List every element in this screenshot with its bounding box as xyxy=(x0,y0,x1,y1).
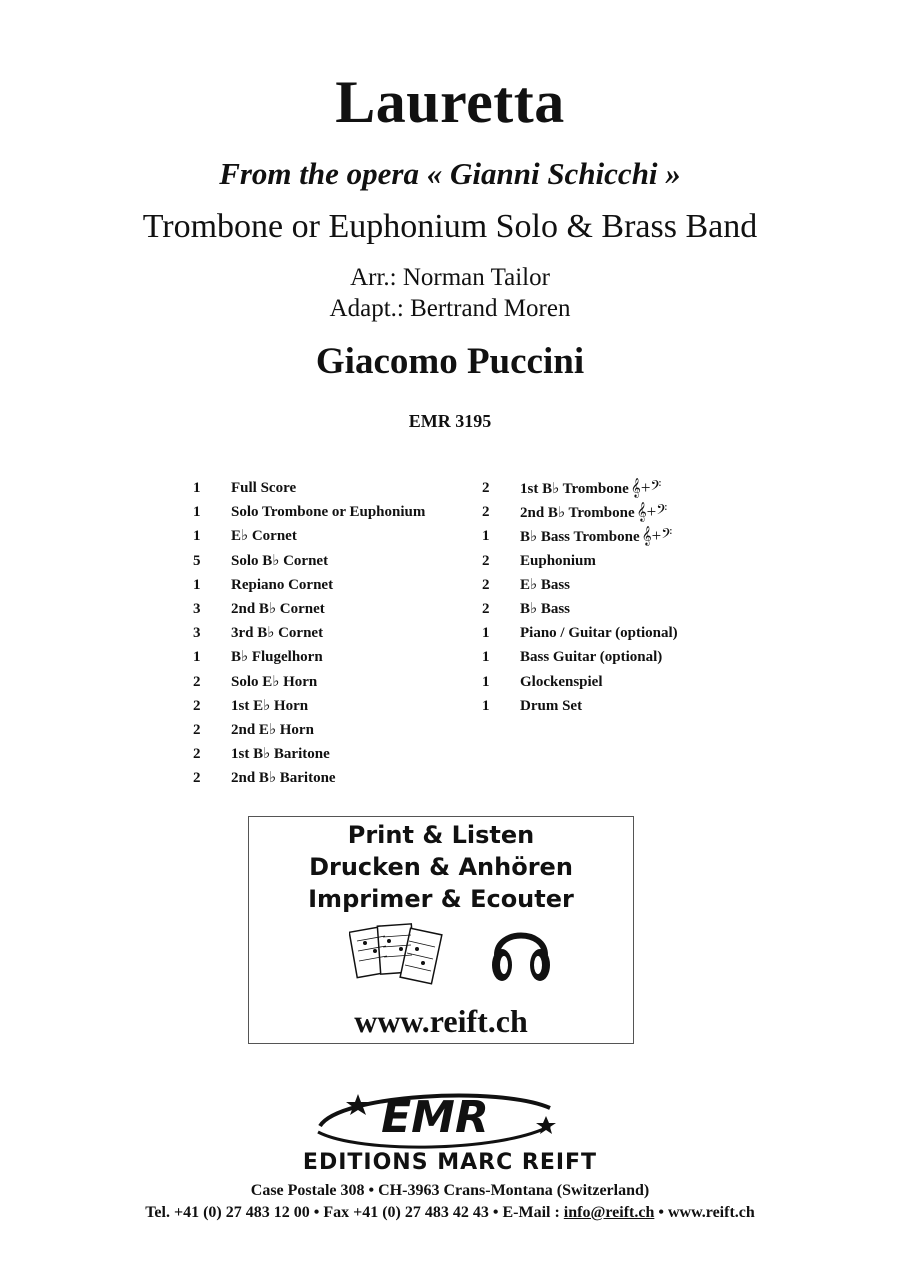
part-quantity: 1 xyxy=(193,576,201,593)
contact-website[interactable]: • www.reift.ch xyxy=(654,1204,755,1221)
part-name: E♭ Cornet xyxy=(231,528,297,545)
part-name: B♭ Bass xyxy=(520,600,571,617)
part-name: Solo B♭ Cornet xyxy=(231,552,329,569)
part-quantity: 3 xyxy=(193,625,201,642)
part-name: Repiano Cornet xyxy=(231,576,334,593)
part-quantity: 1 xyxy=(193,528,201,545)
part-name: B♭ Flugelhorn xyxy=(231,649,323,666)
contact-phone-fax: Tel. +41 (0) 27 483 12 00 • Fax +41 (0) 27 483 42 43 • E-Mail : xyxy=(145,1204,564,1221)
part-quantity: 2 xyxy=(193,746,201,763)
sheet-music-icon xyxy=(349,921,445,993)
print-listen-box xyxy=(248,816,634,1044)
publisher-contact xyxy=(0,1204,900,1222)
scoring: Trombone or Euphonium Solo & Brass Band xyxy=(142,208,758,245)
part-quantity: 1 xyxy=(482,625,490,642)
promo-line-3: Imprimer & Ecouter xyxy=(308,885,574,913)
part-quantity: 2 xyxy=(193,673,201,690)
part-name: 2nd B♭ Baritone xyxy=(231,770,336,787)
part-name: Euphonium xyxy=(520,552,596,569)
part-name: Solo Trombone or Euphonium xyxy=(231,504,426,521)
part-quantity: 1 xyxy=(193,480,201,496)
headphones-icon xyxy=(489,915,553,987)
email-link[interactable]: info@reift.ch xyxy=(563,1204,655,1221)
arranger: Arr.: Norman Tailor xyxy=(350,264,550,291)
publisher-name: EDITIONS MARC REIFT xyxy=(302,1150,598,1175)
part-name: Solo E♭ Horn xyxy=(231,673,318,690)
part-quantity: 1 xyxy=(193,504,201,521)
part-quantity: 1 xyxy=(193,649,201,666)
part-name: Full Score xyxy=(231,480,297,496)
part-quantity: 2 xyxy=(482,576,490,593)
clef-indicator: 𝄞+𝄢 xyxy=(641,526,673,546)
part-quantity: 2 xyxy=(482,600,490,617)
promo-url[interactable]: www.reift.ch xyxy=(354,1003,528,1039)
part-quantity: 2 xyxy=(193,721,201,738)
adapter: Adapt.: Bertrand Moren xyxy=(329,295,571,322)
part-quantity: 1 xyxy=(482,649,490,666)
part-quantity: 1 xyxy=(482,673,490,690)
part-name: 1st B♭ Trombone 𝄞+𝄢 xyxy=(520,478,662,497)
clef-indicator: 𝄞+𝄢 xyxy=(630,478,662,497)
part-name: 1st B♭ Baritone xyxy=(231,746,330,763)
part-name: Bass Guitar (optional) xyxy=(520,649,663,666)
part-quantity: 2 xyxy=(193,770,201,787)
clef-indicator: 𝄞+𝄢 xyxy=(636,502,668,522)
catalog-number: EMR 3195 xyxy=(408,411,492,431)
part-quantity: 3 xyxy=(193,600,201,617)
part-name: Glockenspiel xyxy=(520,673,603,690)
part-quantity: 1 xyxy=(482,528,490,545)
publisher-address: Case Postale 308 • CH-3963 Crans-Montana (Switzerland) xyxy=(250,1182,650,1199)
part-quantity: 2 xyxy=(482,504,490,521)
emr-logo xyxy=(300,1086,570,1152)
part-quantity: 2 xyxy=(193,697,201,714)
part-name: B♭ Bass Trombone 𝄞+𝄢 xyxy=(520,526,673,546)
part-name: E♭ Bass xyxy=(520,576,571,593)
part-name: 3rd B♭ Cornet xyxy=(231,625,324,642)
svg-text:EMR: EMR xyxy=(381,1092,489,1143)
title: Lauretta xyxy=(335,69,565,135)
part-name: 1st E♭ Horn xyxy=(231,697,309,714)
promo-line-1: Print & Listen xyxy=(347,821,535,849)
part-name: Drum Set xyxy=(520,697,583,714)
part-name: Piano / Guitar (optional) xyxy=(520,625,678,642)
part-name: 2nd B♭ Cornet xyxy=(231,600,325,617)
composer: Giacomo Puccini xyxy=(315,341,585,382)
promo-line-2: Drucken & Anhören xyxy=(309,853,573,881)
part-quantity: 1 xyxy=(482,697,490,714)
part-name: 2nd E♭ Horn xyxy=(231,721,314,738)
part-quantity: 2 xyxy=(482,480,490,496)
part-name: 2nd B♭ Trombone 𝄞+𝄢 xyxy=(520,502,668,522)
part-quantity: 5 xyxy=(193,552,201,569)
part-quantity: 2 xyxy=(482,552,490,569)
subtitle: From the opera « Gianni Schicchi » xyxy=(219,156,681,191)
